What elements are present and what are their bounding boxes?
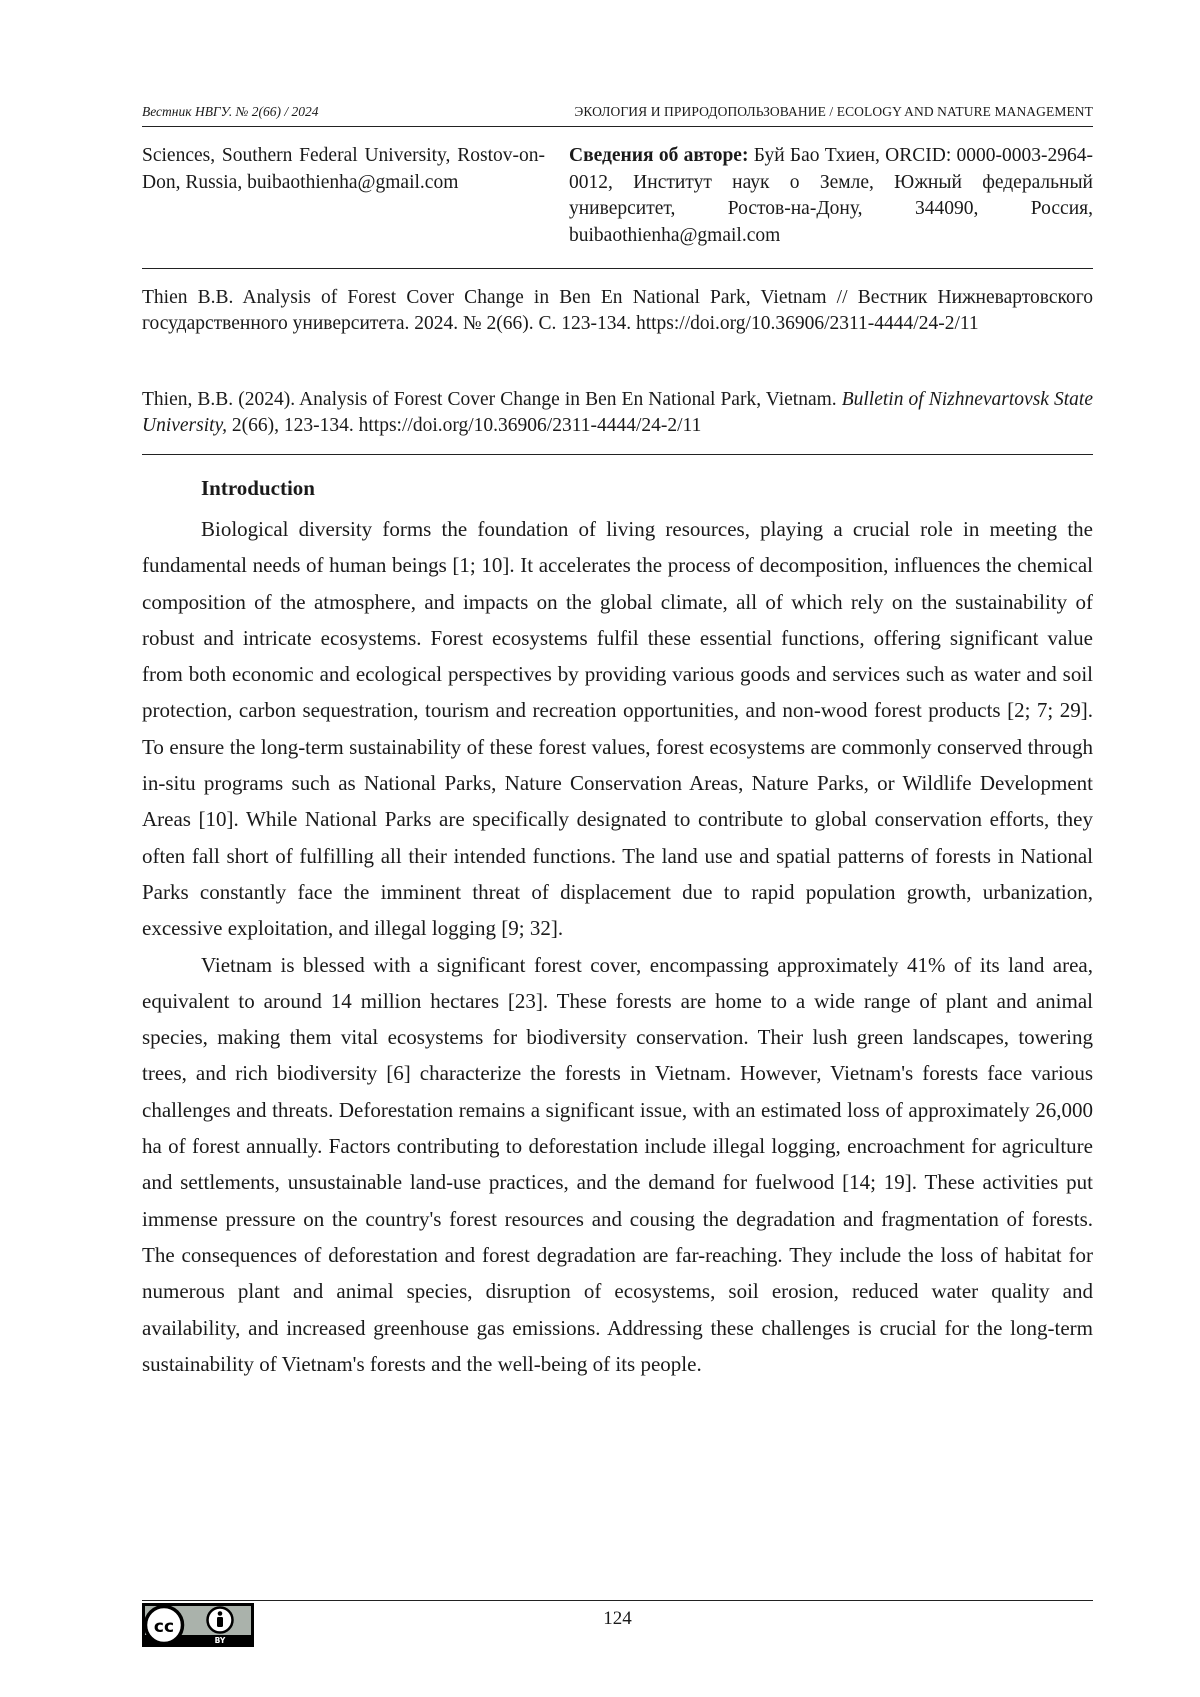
document-page [142, 0, 1093, 1697]
citation-ru: Thien B.B. Analysis of Forest Cover Change in Ben En National Park, Vietnam // Вестник Нижневартовского государственного университета. 2024. № 2(66). С. 123-134. https://doi.org/10.36906/2311-4444/24-2/11 [142, 287, 1093, 334]
author-info [142, 143, 1093, 249]
journal-issue: Вестник НВГУ. № 2(66) / 2024 [142, 104, 319, 119]
section-heading: Introduction [201, 476, 315, 500]
citation-en-prefix: Thien, B.B. (2024). Analysis of Forest Cover Change in Ben En National Park, Vietnam. [142, 389, 842, 410]
divider [142, 268, 1093, 269]
svg-text:cc: cc [153, 1617, 175, 1637]
author-info-ru-text: Буй Бао Тхиен, ORCID: 0000-0003-2964-0012, Институт наук о Земле, Южный федеральный университет, Ростов-на-Дону, 344090, Россия, buibaothienha@gmail.com [569, 145, 1093, 246]
license-label: BY [214, 1636, 226, 1645]
divider [142, 454, 1093, 455]
citation-en-suffix: 2(66), 123-134. https://doi.org/10.36906/2311-4444/24-2/11 [227, 415, 702, 436]
page-number: 124 [603, 1608, 632, 1629]
running-header [142, 104, 1093, 127]
body-text [142, 511, 1093, 1382]
author-info-en: Sciences, Southern Federal University, Rostov-on-Don, Russia, buibaothienha@gmail.com [142, 145, 545, 193]
paragraph: Biological diversity forms the foundation of living resources, playing a crucial role in meeting the fundamental needs of human beings [1; 10]. It accelerates the process of decomposition, influences the chemical composition of the atmosphere, and impacts on the global climate, all of which rely on the sustainability of robust and intricate ecosystems. Forest ecosystems fulfil these essential functions, offering significant value from both economic and ecological perspectives by providing various goods and services such as water and soil protection, carbon sequestration, tourism and recreation opportunities, and non-wood forest products [2; 7; 29]. To ensure the long-term sustainability of these forest values, forest ecosystems are commonly conserved through in-situ programs such as National Parks, Nature Conservation Areas, Nature Parks, or Wildlife Development Areas [10]. While National Parks are specifically designated to contribute to global conservation efforts, they often fall short of fulfilling all their intended functions. The land use and spatial patterns of forests in National Parks constantly face the imminent threat of displacement due to rapid population growth, urbanization, excessive exploitation, and illegal logging [9; 32]. [142, 517, 1093, 941]
citation-en-journal: Bulletin of Nizhnevartovsk State University, [142, 389, 1094, 436]
author-info-label: Сведения об авторе: [569, 145, 749, 166]
citation-en [142, 387, 1093, 439]
paragraph: Vietnam is blessed with a significant forest cover, encompassing approximately 41% of its land area, equivalent to around 14 million hectares [23]. These forests are home to a wide range of plant and animal species, making them vital ecosystems for biodiversity conservation. Their lush green landscapes, towering trees, and rich biodiversity [6] characterize the forests in Vietnam. However, Vietnam's forests face various challenges and threats. Deforestation remains a significant issue, with an estimated loss of approximately 26,000 ha of forest annually. Factors contributing to deforestation include illegal logging, encroachment for agriculture and settlements, unsustainable land-use practices, and the demand for fuelwood [14; 19]. These activities put immense pressure on the country's forest resources and cousing the degradation and fragmentation of forests. The consequences of deforestation and forest degradation are far-reaching. They include the loss of habitat for numerous plant and animal species, disruption of ecosystems, soil erosion, reduced water quality and availability, and increased greenhouse gas emissions. Addressing these challenges is crucial for the long-term sustainability of Vietnam's forests and the well-being of its people. [142, 952, 1093, 1376]
section-title: ЭКОЛОГИЯ И ПРИРОДОПОЛЬЗОВАНИЕ / ECOLOGY AND NATURE MANAGEMENT [574, 104, 1093, 119]
footer-divider [142, 1600, 1093, 1601]
author-info-ru [569, 143, 1093, 249]
